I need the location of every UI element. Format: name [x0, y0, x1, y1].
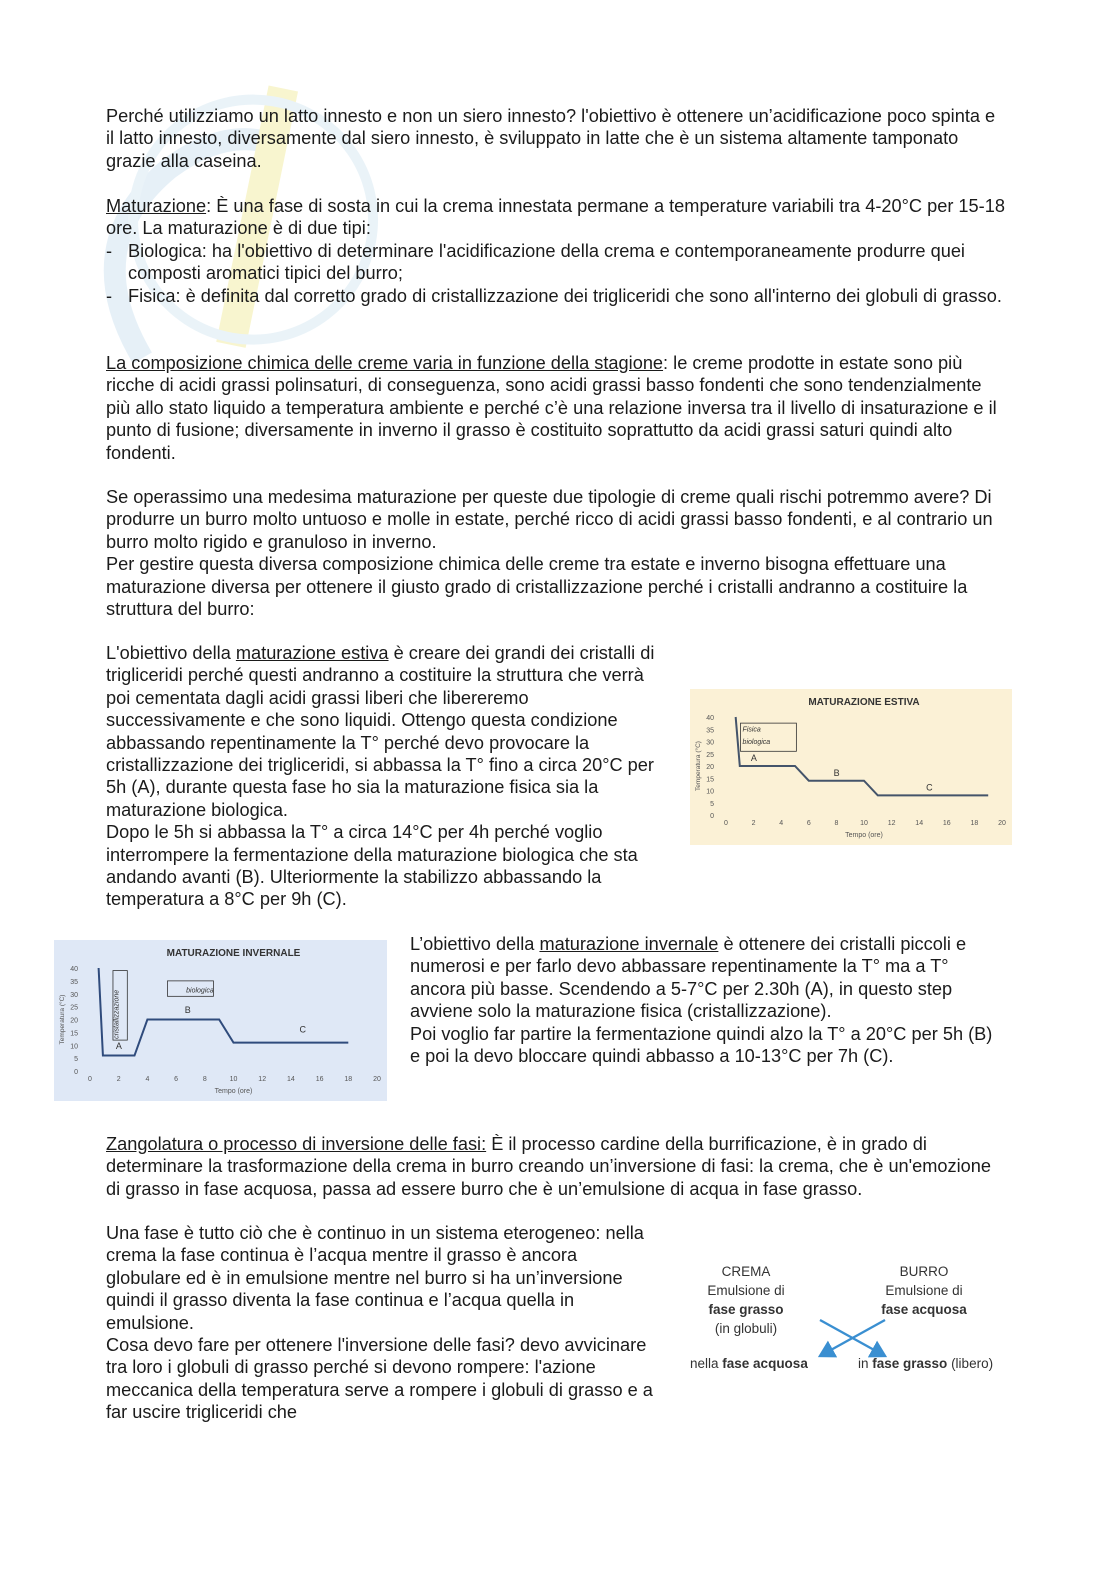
y-tick-label: 5 — [710, 800, 714, 808]
y-axis-label: Temperatura (°C) — [695, 741, 702, 791]
heading-maturazione-estiva: maturazione estiva — [235, 643, 389, 663]
y-tick-label: 20 — [706, 764, 714, 771]
y-tick-label: 40 — [706, 715, 714, 722]
x-tick-label: 18 — [970, 820, 979, 827]
chart-annotation: C — [926, 782, 933, 793]
paragraph-text: : È una fase di sosta in cui la crema innestata permane a temperature variabili tra 4-20°C per 15-18 ore. La maturazione è di due tipi: — [106, 196, 1005, 239]
y-tick-label: 20 — [70, 1017, 78, 1025]
text-fragment: L’obiettivo della — [410, 934, 540, 954]
x-tick-label: 14 — [915, 820, 924, 827]
y-tick-label: 10 — [70, 1043, 78, 1051]
burro-line2: fase acquosa — [881, 1302, 967, 1317]
x-tick-label: 20 — [373, 1076, 381, 1083]
y-tick-label: 25 — [706, 751, 714, 759]
heading-zangolatura: Zangolatura o processo di inversione delle fasi: — [106, 1134, 487, 1154]
chart-annotation: B — [184, 1005, 191, 1016]
paragraph-invernale-fasi: Poi voglio far partire la fermentazione quindi alzo la T° a 20°C per 5h (B) e poi la devo bloccare quindi abbasso a 10-13°C per 7h (C). — [410, 1023, 993, 1067]
heading-composizione: La composizione chimica delle creme varia in funzione della stagione — [106, 353, 664, 373]
list-item-fisica: - Fisica: è definita dal corretto grado di cristallizzazione dei trigliceridi che sono all'interno dei globuli di grasso. — [106, 285, 1006, 307]
x-tick-label: 12 — [258, 1076, 267, 1083]
x-tick-label: 4 — [145, 1076, 150, 1083]
y-tick-label: 10 — [706, 788, 714, 796]
section-maturazione — [106, 195, 1006, 307]
paragraph-text: : le creme prodotte in estate sono più ricche di acidi grassi polinsaturi, di conseguenza, sono acidi grassi basso fondenti che sono tendenzialmente più allo stato liquido a temperatura ambiente e perché c’è una relazione inversa tra il livello di insaturazione e il punto di fusione; diversamente in inverno il grasso è costituito soprattutto da acidi grassi saturi quindi alto fondenti. — [106, 353, 997, 463]
chart-svg-invernale — [54, 940, 387, 1101]
x-tick-label: 10 — [860, 820, 868, 827]
y-tick-label: 30 — [706, 739, 714, 747]
cross-arrows — [820, 1320, 885, 1356]
chart-annotation: Fisica — [742, 726, 761, 734]
heading-maturazione-invernale: maturazione invernale — [539, 934, 719, 954]
y-tick-label: 15 — [70, 1030, 78, 1038]
chart-annotation: A — [750, 753, 757, 764]
paragraph-estiva-fasi: Dopo le 5h si abbassa la T° a circa 14°C per 4h perché voglio interrompere la fermentazione della maturazione biologica che sta andando avanti (B). Ulteriormente la stabilizzo abbassando la temperatura a 8°C per 9h (C). — [106, 822, 638, 910]
y-tick-label: 30 — [70, 991, 78, 999]
diagram-crema-burro — [680, 1258, 1010, 1383]
chart-annotation: C — [299, 1024, 307, 1035]
bottom-right-c: (libero) — [947, 1356, 994, 1371]
crema-line1: Emulsione di — [707, 1283, 785, 1298]
bottom-right-b: fase grasso — [872, 1356, 948, 1371]
section-maturazione-invernale — [410, 933, 1006, 1067]
bottom-right-label — [858, 1356, 993, 1371]
y-tick-label: 40 — [70, 966, 78, 973]
chart-svg-estiva — [690, 689, 1012, 845]
y-tick-label: 5 — [74, 1056, 78, 1064]
bottom-left-b: fase acquosa — [722, 1356, 808, 1371]
chart-annotation: biologica — [186, 987, 214, 995]
chart-annotation: cristallizzazione — [113, 989, 121, 1039]
burro-title: BURRO — [899, 1264, 949, 1279]
paragraph-text: Perché utilizziamo un latto innesto e non un siero innesto? l'obiettivo è ottenere un’acidificazione poco spinta e il latto innesto, diversamente dal siero innesto, è sviluppato in latte che è un sistema altamente tamponato grazie alla caseina. — [106, 106, 996, 171]
heading-maturazione: Maturazione — [106, 196, 207, 216]
paragraph-latto-innesto — [106, 105, 1006, 172]
x-tick-label: 16 — [315, 1076, 324, 1083]
x-tick-label: 0 — [88, 1076, 92, 1083]
y-tick-label: 25 — [70, 1004, 78, 1012]
list-item-biologica: - Biologica: ha l'obiettivo di determinare l'acidificazione della crema e contemporaneamente produrre quei composti aromatici tipici del burro; — [106, 240, 1006, 285]
x-tick-label: 8 — [834, 820, 839, 827]
x-tick-label: 2 — [751, 820, 756, 827]
chart-annotation: B — [833, 767, 840, 778]
section-composizione — [106, 352, 1006, 464]
section-maturazione-estiva — [106, 642, 664, 911]
x-axis-label: Tempo (ore) — [845, 832, 883, 839]
x-tick-label: 6 — [806, 820, 811, 827]
y-tick-label: 35 — [70, 978, 78, 986]
x-tick-label: 12 — [887, 820, 896, 827]
section-rischi — [106, 486, 1006, 620]
x-tick-label: 18 — [344, 1076, 353, 1083]
chart-title: MATURAZIONE ESTIVA — [808, 697, 920, 708]
bottom-left-a: nella — [690, 1356, 723, 1371]
x-tick-label: 10 — [229, 1076, 238, 1083]
y-tick-label: 15 — [706, 776, 714, 784]
crema-title: CREMA — [721, 1264, 771, 1279]
x-tick-label: 8 — [202, 1076, 207, 1083]
paragraph-gestione: Per gestire questa diversa composizione chimica delle creme tra estate e inverno bisogna effettuare una maturazione diversa per ottenere il giusto grado di cristallizzazione perché i cristalli andranno a costituire la struttura del burro: — [106, 554, 968, 620]
crema-line2: fase grasso — [708, 1302, 784, 1317]
chart-background — [690, 689, 1012, 845]
section-fase — [106, 1222, 656, 1424]
chart-maturazione-estiva — [690, 689, 1012, 845]
chart-maturazione-invernale — [54, 940, 387, 1101]
bottom-left-label — [690, 1356, 808, 1371]
paragraph-text: è creare dei grandi dei cristalli di trigliceridi perché questi andranno a costituire la struttura che verrà poi cementata dagli acidi grassi liberi che libereremo successivamente e che sono liquidi. Ottengo questa condizione abbassando repentinamente la T° perché devo provocare la cristallizzazione dei trigliceridi, si abbassa la T° fino a circa 20°C per 5h (A), durante questa fase ho sia la maturazione fisica sia la maturazione biologica. — [106, 643, 655, 820]
section-zangolatura — [106, 1133, 1006, 1200]
paragraph-text: È il processo cardine della burrificazione, è in grado di determinare la trasformazione della crema in burro creando un’inversione di fasi: la crema, che è un'emozione di grasso in fase acquosa, passa ad essere burro che è un’emulsione di acqua in fase grasso. — [106, 1134, 992, 1199]
paragraph-text: è ottenere dei cristalli piccoli e numerosi e per farlo devo abbassare repentinamente la T° ma a T° ancora più basse. Scendendo a 5-7°C per 2.30h (A), in questo step avviene solo la maturazione fisica (cristallizzazione). — [410, 934, 967, 1022]
x-axis-label: Tempo (ore) — [214, 1088, 253, 1095]
text-fragment: L'obiettivo della — [106, 643, 236, 663]
paragraph-fase: Una fase è tutto ciò che è continuo in un sistema eterogeneo: nella crema la fase continua è l’acqua mentre il grasso è ancora globulare ed è in emulsione mentre nel burro si ha un’inversione quindi il grasso diventa la fase continua e l’acqua quella in emulsione. — [106, 1223, 644, 1333]
x-tick-label: 4 — [779, 820, 784, 827]
y-axis-label: Temperatura (°C) — [59, 994, 66, 1045]
paragraph-inversione: Cosa devo fare per ottenere l'inversione delle fasi? devo avvicinare tra loro i globuli di grasso perché si devono rompere: l'azione meccanica della temperatura serve a rompere i globuli di grasso e a far uscire trigliceridi che — [106, 1335, 653, 1423]
x-tick-label: 16 — [942, 820, 951, 827]
crema-line3: (in globuli) — [714, 1321, 778, 1336]
bottom-right-a: in — [858, 1356, 873, 1371]
x-tick-label: 2 — [116, 1076, 121, 1083]
y-tick-label: 0 — [74, 1069, 78, 1076]
chart-title: MATURAZIONE INVERNALE — [166, 948, 301, 959]
paragraph-rischi: Se operassimo una medesima maturazione per queste due tipologie di creme quali rischi potremmo avere? Di produrre un burro molto untuoso e molle in estate, perché ricco di acidi grassi basso fondenti, e al contrario un burro molto rigido e granuloso in inverno. — [106, 487, 993, 552]
x-tick-label: 14 — [287, 1076, 295, 1083]
chart-annotation: A — [115, 1041, 122, 1052]
chart-annotation: biologica — [742, 738, 771, 746]
x-tick-label: 20 — [998, 820, 1006, 827]
burro-line1: Emulsione di — [885, 1283, 963, 1298]
x-tick-label: 0 — [724, 820, 728, 827]
y-tick-label: 0 — [710, 813, 714, 820]
y-tick-label: 35 — [706, 727, 714, 735]
diagram-svg — [680, 1258, 1010, 1383]
x-tick-label: 6 — [174, 1076, 179, 1083]
